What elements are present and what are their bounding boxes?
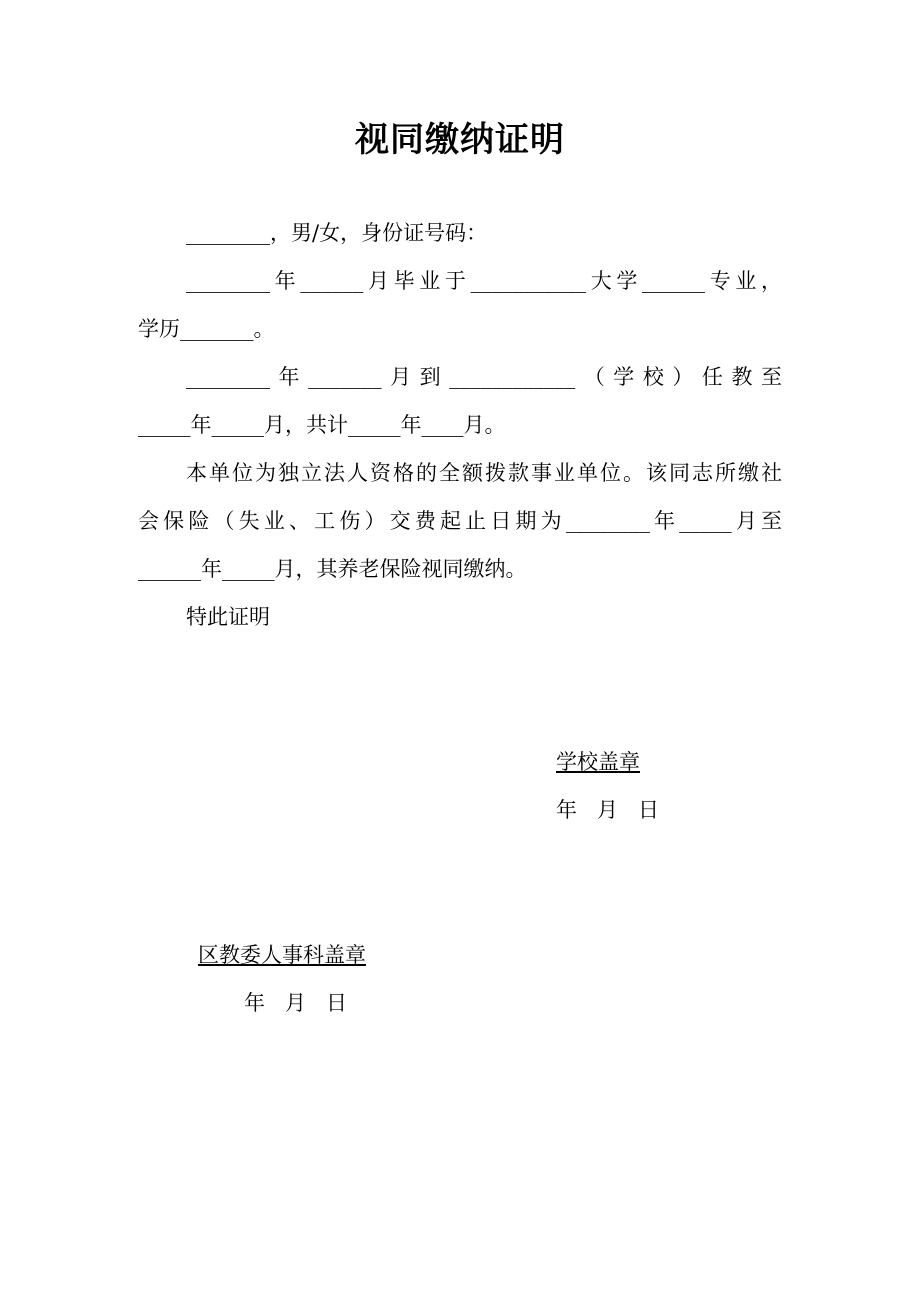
line-certify: 特此证明: [186, 605, 270, 629]
document-title: 视同缴纳证明: [355, 120, 565, 160]
district-seal-date: [244, 988, 347, 1018]
line-unit-statement: 本单位为独立法人资格的全额拨款事业单位。该同志所缴社: [186, 461, 782, 485]
school-seal-date: [556, 795, 659, 825]
school-date-month: 月: [597, 798, 618, 822]
school-date-year: 年: [556, 798, 577, 822]
line-graduation: ________年______月毕业于___________大学______专业，: [186, 269, 782, 293]
line-name-gender-id: ________，男/女，身份证号码：: [186, 221, 488, 245]
district-seal-label: 区教委人事科盖章: [198, 943, 366, 967]
line-education: 学历_______。: [138, 317, 275, 341]
school-date-day: 日: [638, 798, 659, 822]
school-seal-label: 学校盖章: [556, 750, 640, 774]
line-insurance-period: 会保险（失业、工伤）交费起止日期为________年_____月至: [138, 509, 782, 533]
line-pension-statement: ______年_____月，其养老保险视同缴纳。: [138, 557, 527, 581]
line-teaching-start: ________年_______月到____________（学校）任教至: [186, 365, 782, 389]
district-date-year: 年: [244, 991, 265, 1015]
district-date-month: 月: [285, 991, 306, 1015]
district-date-day: 日: [326, 991, 347, 1015]
line-teaching-end: _____年_____月，共计_____年____月。: [138, 413, 506, 437]
